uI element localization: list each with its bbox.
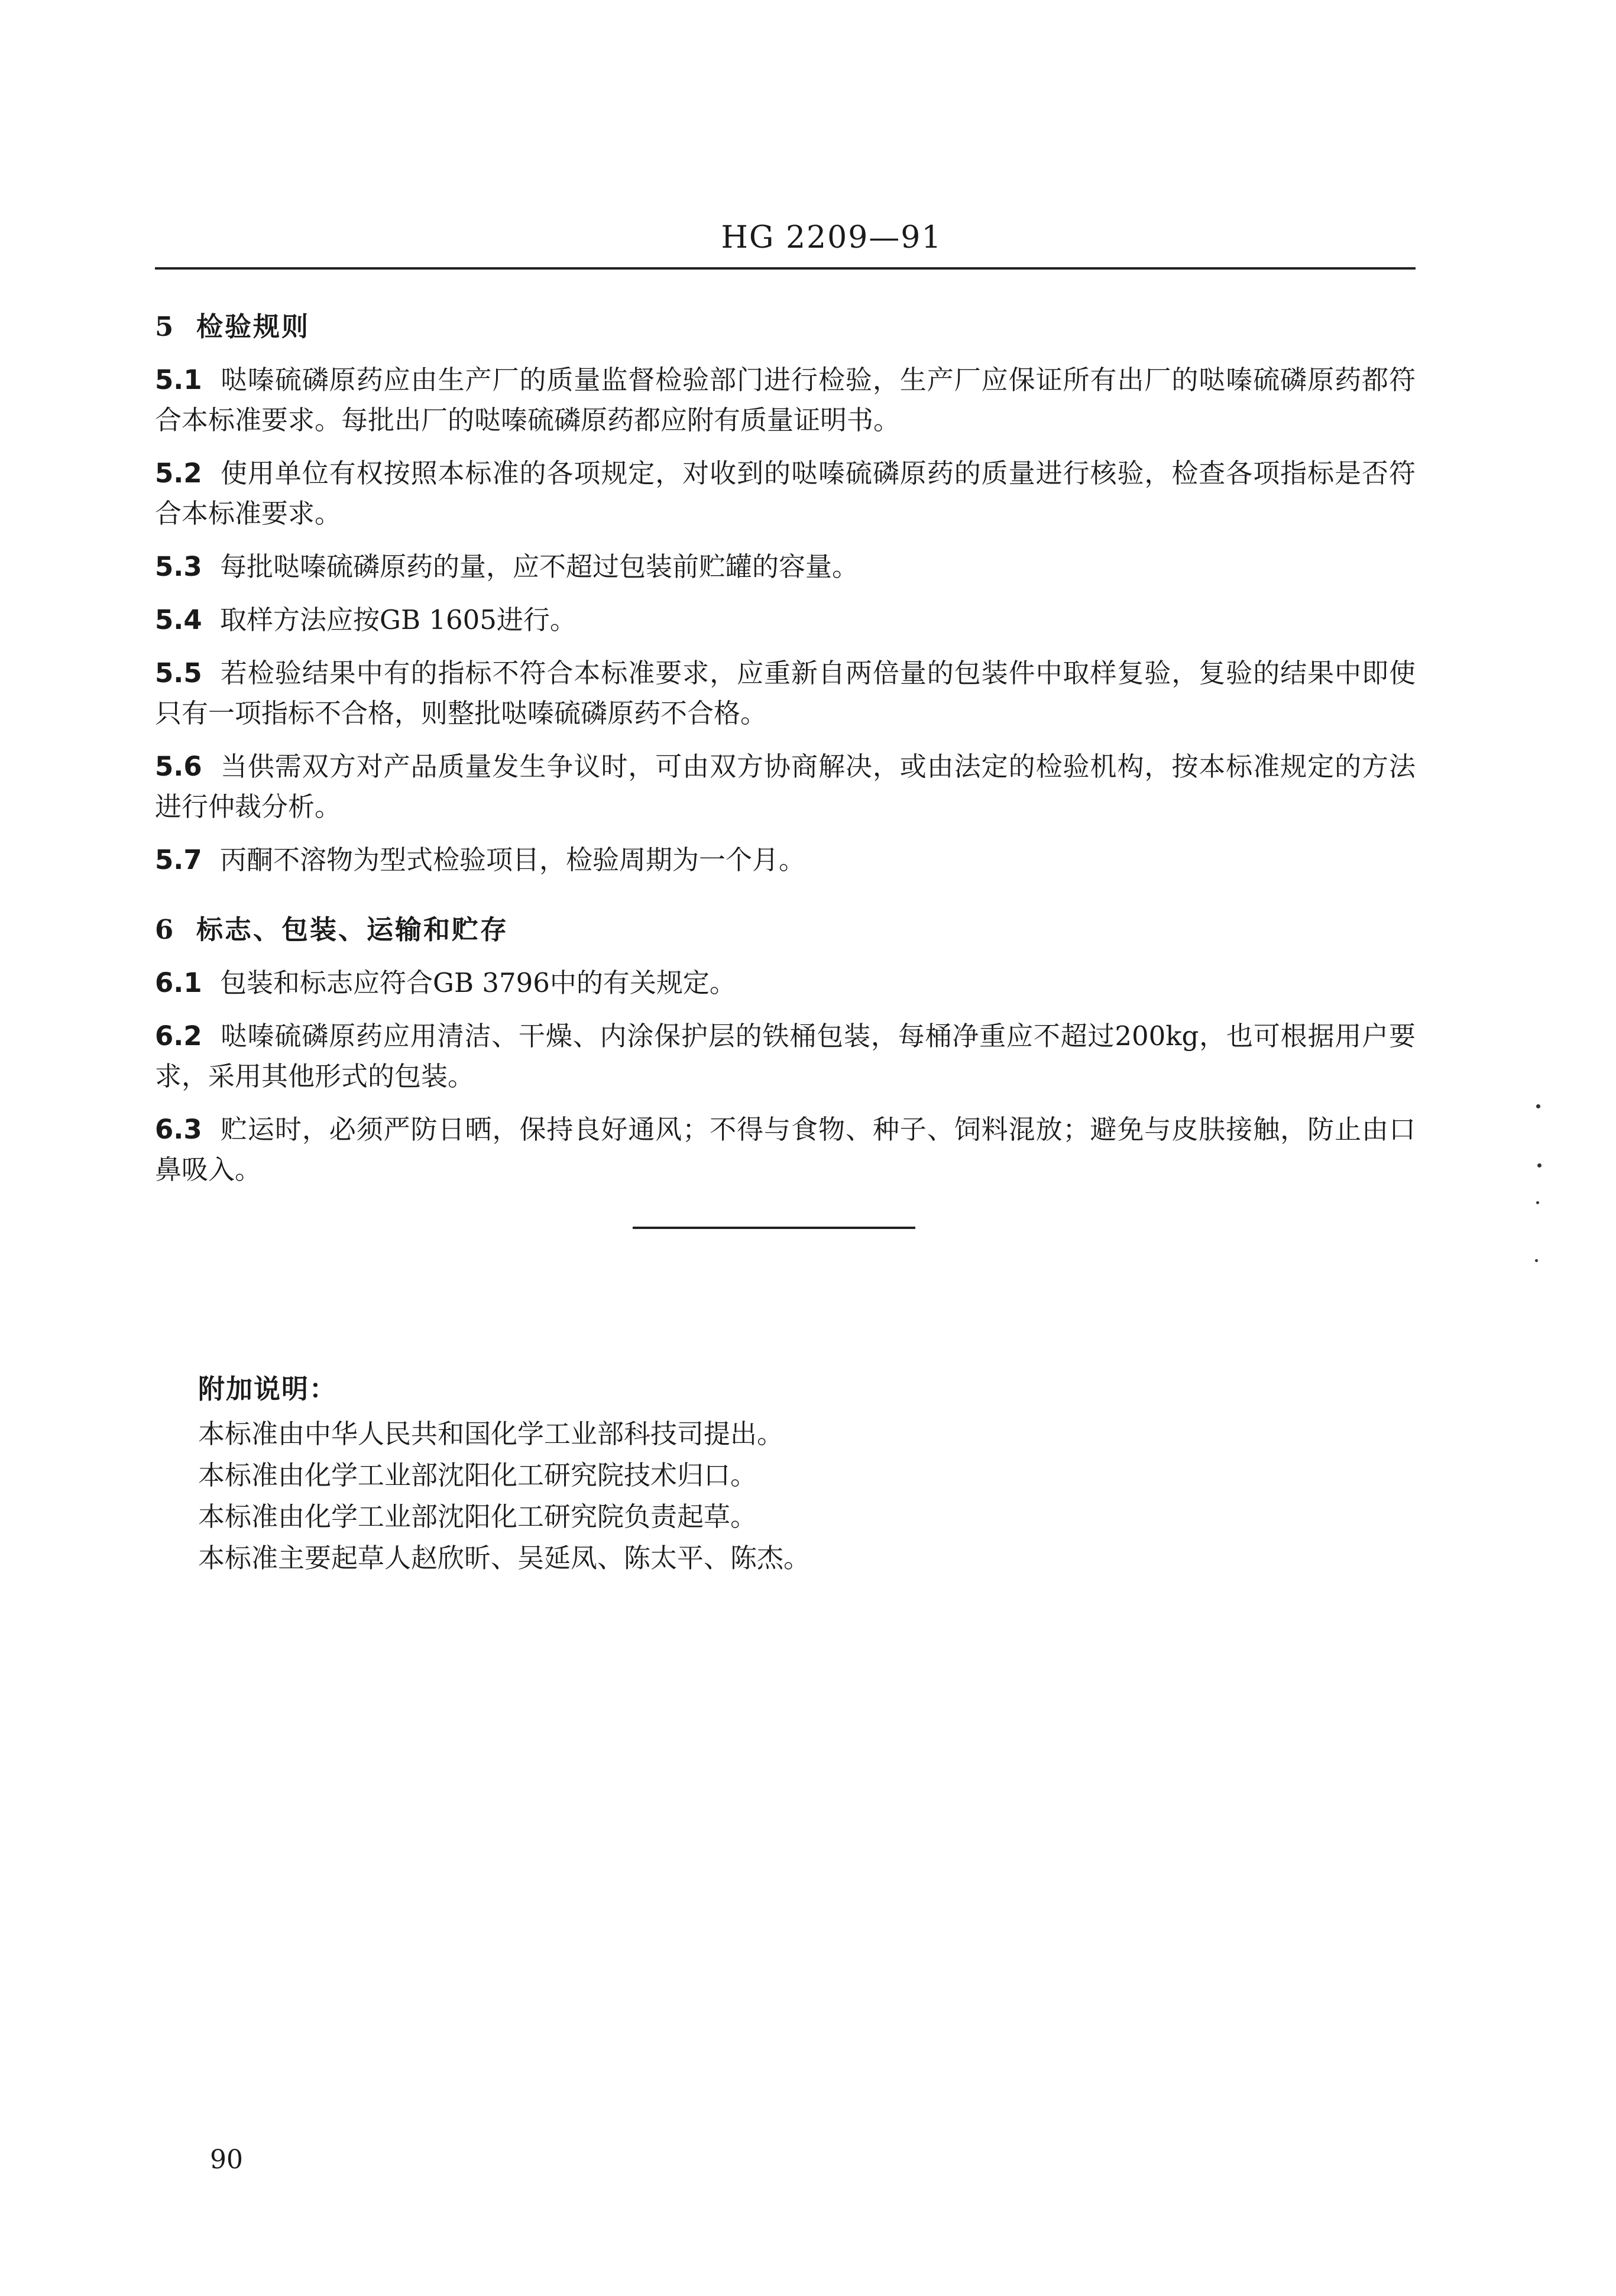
scan-speck — [1535, 1259, 1538, 1262]
clause-number: 5.3 — [155, 551, 202, 582]
clause — [155, 600, 1416, 640]
standard-code: HG — [721, 220, 775, 255]
end-of-text-rule — [633, 1227, 915, 1229]
section-title: 标志、包装、运输和贮存 — [196, 914, 509, 945]
clause-text: 取样方法应按GB 1605进行。 — [220, 604, 577, 635]
section-heading — [155, 910, 1416, 950]
clause-text: 每批哒嗪硫磷原药的量，应不超过包装前贮罐的容量。 — [220, 551, 859, 582]
clause-number: 5.1 — [155, 364, 202, 395]
notes-line: 本标准主要起草人赵欣昕、吴延凤、陈太平、陈杰。 — [198, 1542, 811, 1574]
clause-text: 贮运时，必须严防日晒，保持良好通风；不得与食物、种子、饲料混放；避免与皮肤接触，防止由口鼻吸入。 — [155, 1114, 1416, 1185]
clause — [155, 360, 1416, 440]
clause-number: 5.4 — [155, 604, 202, 635]
clause-text: 使用单位有权按照本标准的各项规定，对收到的哒嗪硫磷原药的质量进行核验，检查各项指标是否符合本标准要求。 — [155, 458, 1416, 529]
header-rule — [155, 267, 1416, 270]
clause-text: 丙酮不溶物为型式检验项目，检验周期为一个月。 — [220, 844, 806, 875]
clause — [155, 453, 1416, 534]
clause — [155, 747, 1416, 827]
section-number: 6 — [155, 914, 176, 945]
clause — [155, 653, 1416, 734]
clause-text: 包装和标志应符合GB 3796中的有关规定。 — [220, 967, 736, 998]
clause-number: 6.3 — [155, 1114, 202, 1145]
section-number: 5 — [155, 311, 176, 342]
standard-number: 2209—91 — [785, 220, 943, 255]
clause-text: 若检验结果中有的指标不符合本标准要求，应重新自两倍量的包装件中取样复验，复验的结果中即使只有一项指标不合格，则整批哒嗪硫磷原药不合格。 — [155, 657, 1416, 729]
clause-number: 6.1 — [155, 967, 202, 998]
additional-notes — [198, 1368, 810, 1579]
clause-text: 哒嗪硫磷原药应由生产厂的质量监督检验部门进行检验，生产厂应保证所有出厂的哒嗪硫磷原药都符合本标准要求。每批出厂的哒嗪硫磷原药都应附有质量证明书。 — [155, 364, 1416, 436]
notes-title: 附加说明： — [198, 1373, 338, 1405]
clause-text: 当供需双方对产品质量发生争议时，可由双方协商解决，或由法定的检验机构，按本标准规定的方法进行仲裁分析。 — [155, 751, 1416, 822]
section-title: 检验规则 — [196, 311, 310, 342]
notes-line: 本标准由化学工业部沈阳化工研究院负责起草。 — [198, 1501, 757, 1532]
scan-speck — [1536, 1201, 1539, 1204]
clause-number: 6.2 — [155, 1020, 202, 1052]
clause — [155, 547, 1416, 587]
clause — [155, 1016, 1416, 1097]
clause-number: 5.7 — [155, 844, 202, 875]
clause — [155, 1110, 1416, 1190]
document-header — [0, 220, 1616, 255]
section-heading — [155, 307, 1416, 347]
scan-speck — [1536, 1104, 1540, 1108]
clause-number: 5.5 — [155, 657, 202, 689]
clause — [155, 840, 1416, 880]
notes-line: 本标准由中华人民共和国化学工业部科技司提出。 — [198, 1418, 784, 1449]
clause-text: 哒嗪硫磷原药应用清洁、干燥、内涂保护层的铁桶包装，每桶净重应不超过200kg，也可根据用户要求，采用其他形式的包装。 — [155, 1020, 1416, 1092]
page-number: 90 — [210, 2145, 243, 2175]
clause — [155, 963, 1416, 1003]
clause-number: 5.2 — [155, 458, 202, 489]
document-body — [155, 299, 1416, 1203]
scan-speck — [1537, 1163, 1541, 1168]
clause-number: 5.6 — [155, 751, 202, 782]
notes-line: 本标准由化学工业部沈阳化工研究院技术归口。 — [198, 1460, 757, 1491]
